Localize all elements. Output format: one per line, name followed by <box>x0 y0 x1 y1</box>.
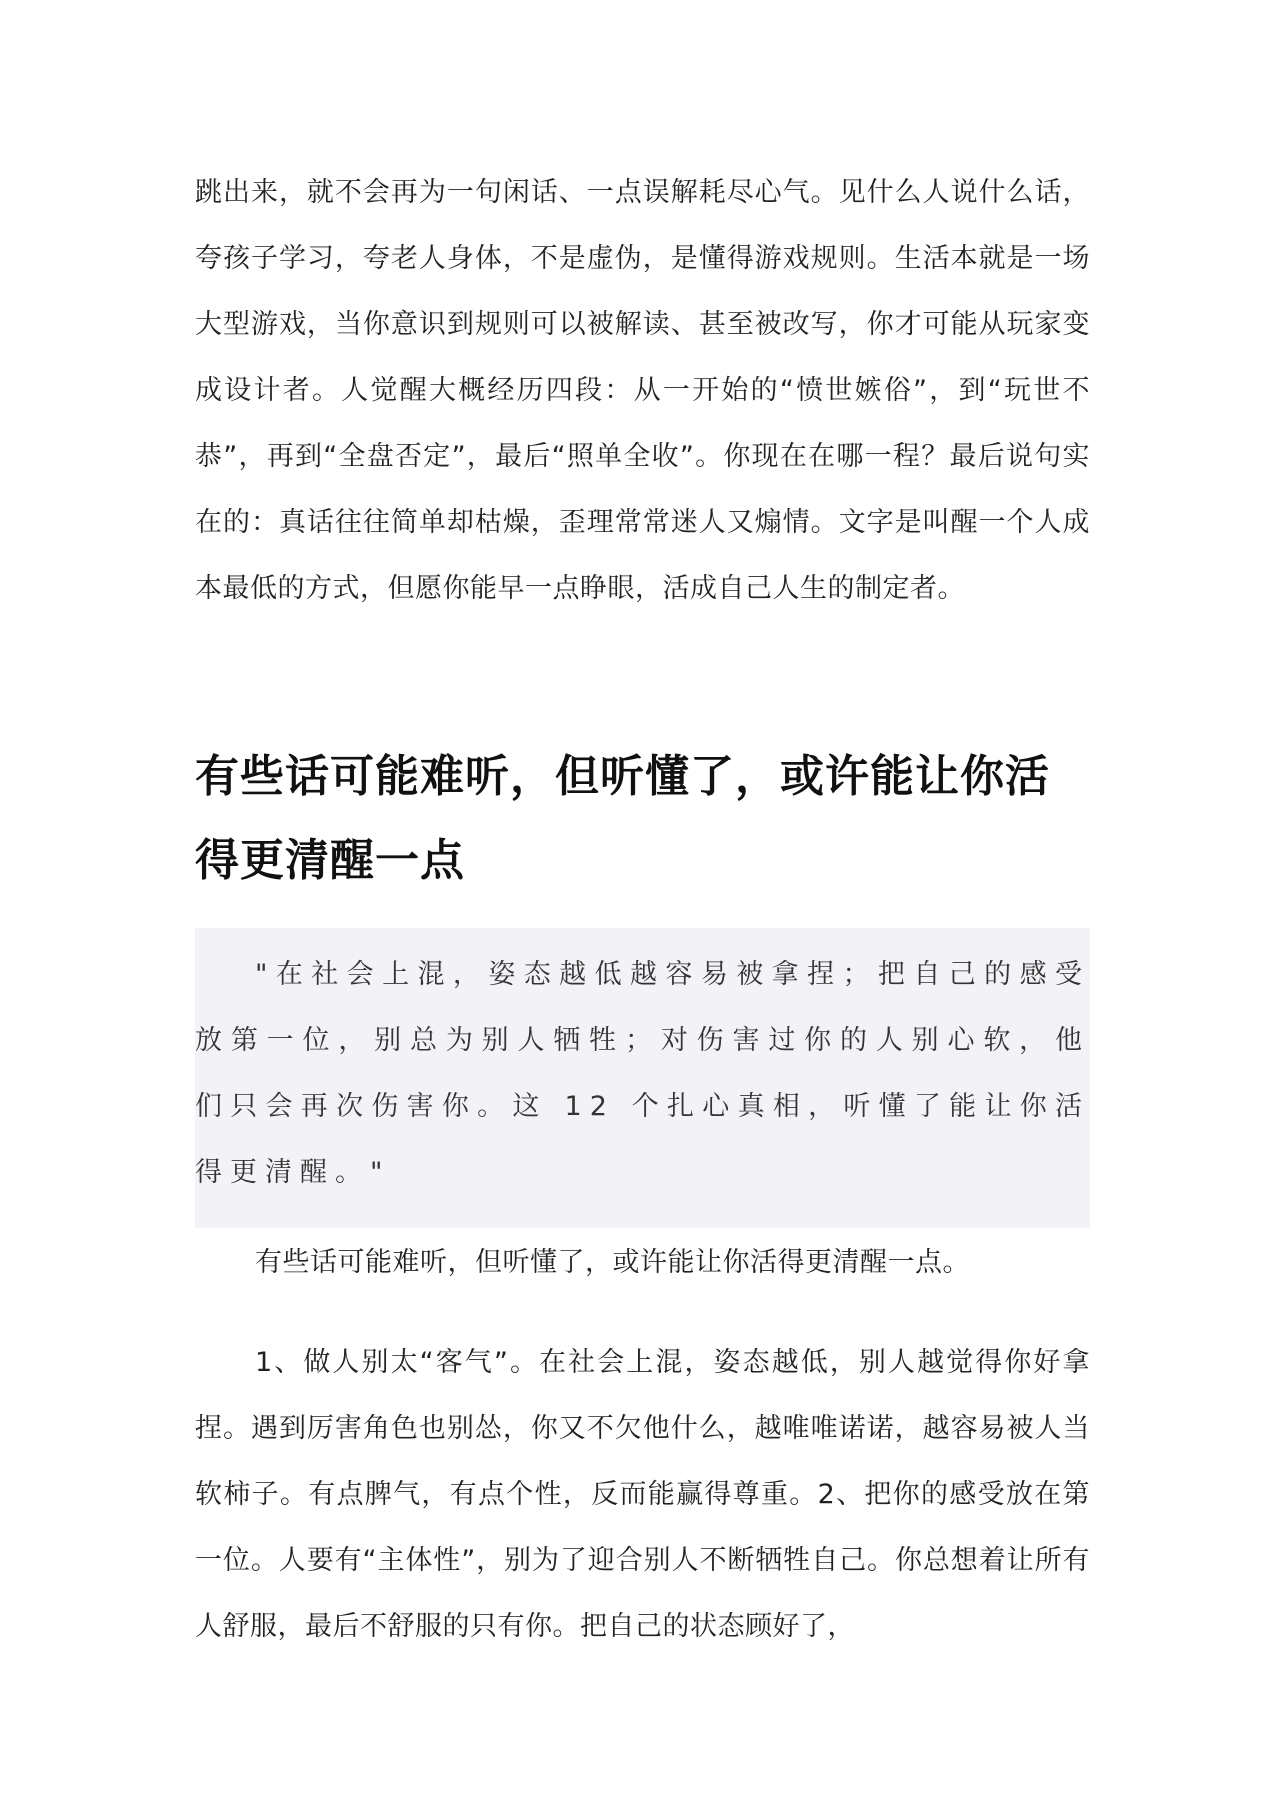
section-heading: 有些话可能难听，但听懂了，或许能让你活得更清醒一点 <box>195 751 1050 886</box>
quote-text: "在社会上混，姿态越低越容易被拿捏；把自己的感受放第一位，别总为别人牺牲；对伤害过你的人别心软，他们只会再次伤害你。这 12 个扎心真相，听懂了能让你活得更清醒。" <box>195 959 1090 1188</box>
summary-line: 有些话可能难听，但听懂了，或许能让你活得更清醒一点。 <box>255 1247 970 1278</box>
quote-block <box>195 928 1090 1228</box>
intro-paragraph: 跳出来，就不会再为一句闲话、一点误解耗尽心气。见什么人说什么话，夸孩子学习，夸老人身体，不是虚伪，是懂得游戏规则。生活本就是一场大型游戏，当你意识到规则可以被解读、甚至被改写，你才可能从玩家变成设计者。人觉醒大概经历四段：从一开始的“愤世嫉俗”，到“玩世不恭”，再到“全盘否定”，最后“照单全收”。你现在在哪一程？最后说句实在的：真话往往简单却枯燥，歪理常常迷人又煽情。文字是叫醒一个人成本最低的方式，但愿你能早一点睁眼，活成自己人生的制定者。 <box>195 177 1090 604</box>
point-paragraph: 1、做人别太“客气”。在社会上混，姿态越低，别人越觉得你好拿捏。遇到厉害角色也别怂，你又不欠他什么，越唯唯诺诺，越容易被人当软柿子。有点脾气，有点个性，反而能赢得尊重。2、把你的感受放在第一位。人要有“主体性”，别为了迎合别人不断牺牲自己。你总想着让所有人舒服，最后不舒服的只有你。把自己的状态顾好了， <box>195 1347 1090 1642</box>
